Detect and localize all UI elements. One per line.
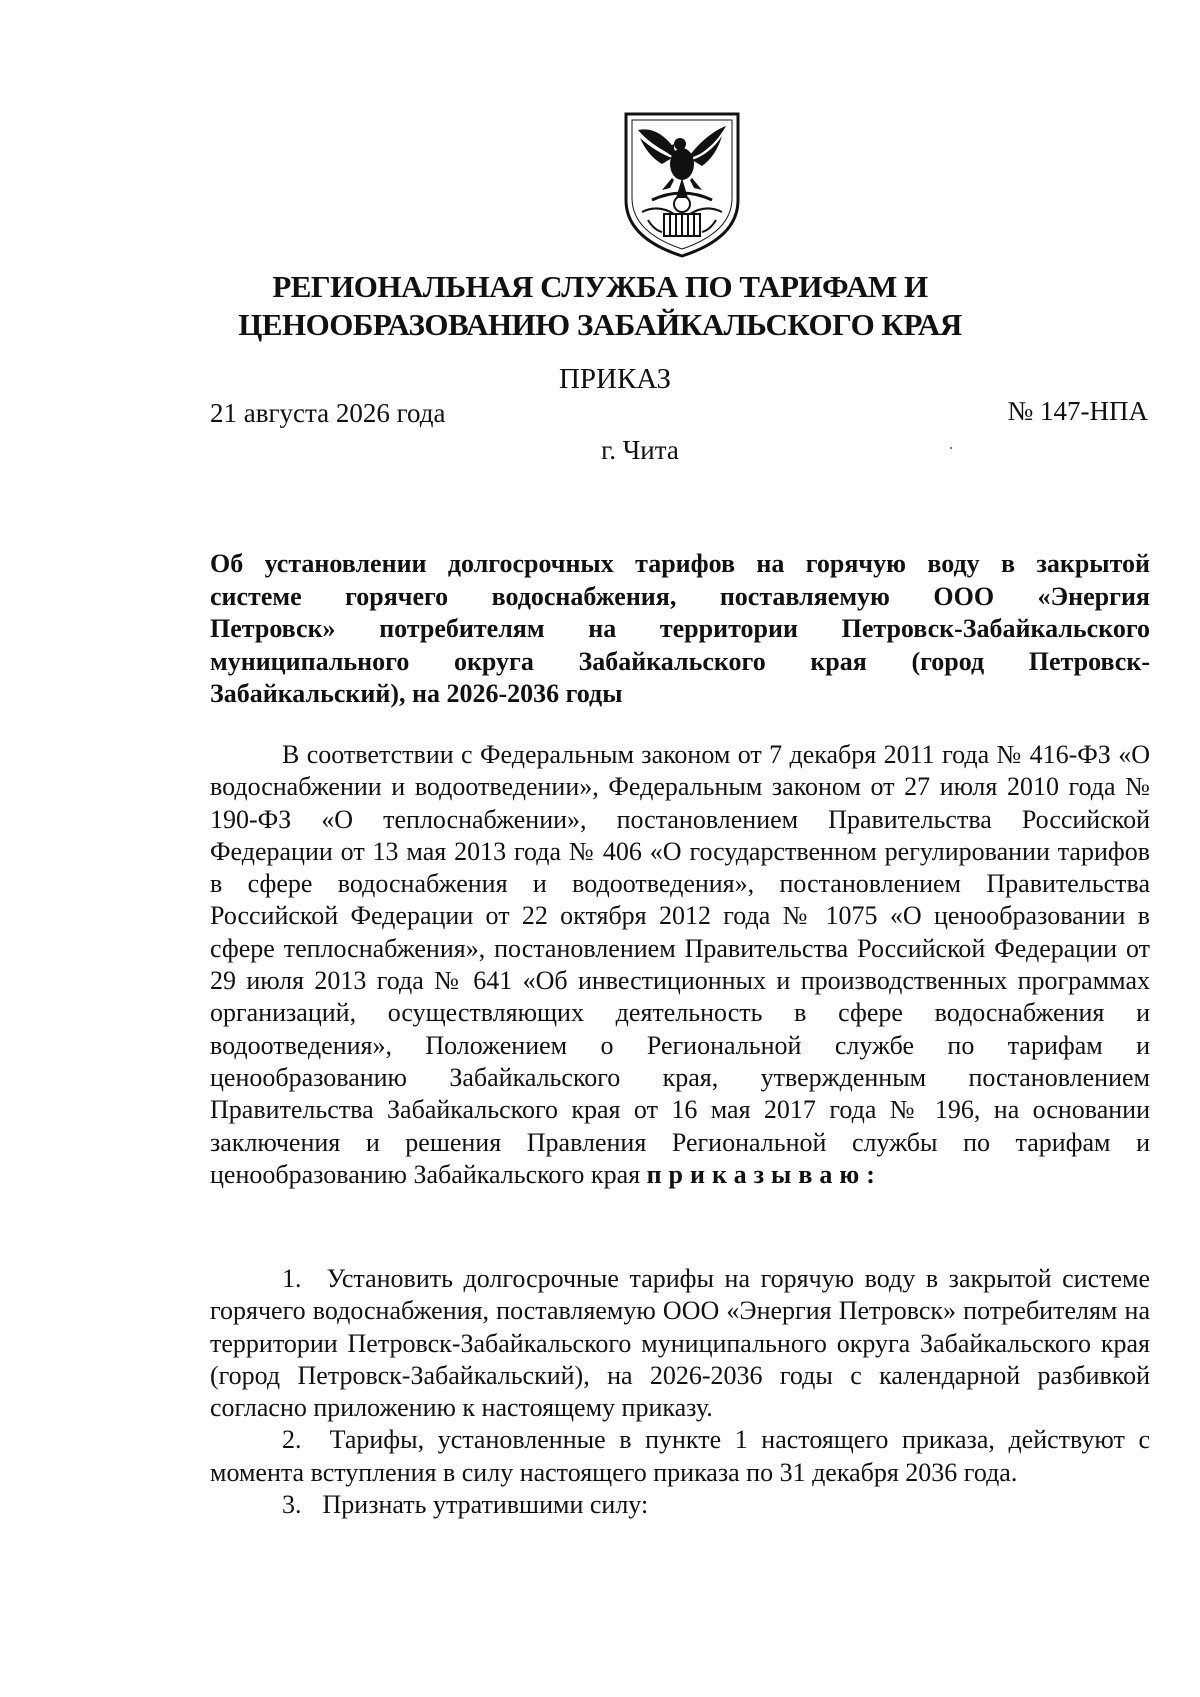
scan-speck xyxy=(950,447,952,449)
order-item xyxy=(210,1263,1150,1424)
subject-line: системе горячего водоснабжения, поставляемую ООО «Энергия xyxy=(210,581,1150,611)
subject-line: муниципального округа Забайкальского края (город Петровск- xyxy=(210,646,1150,676)
subject-line: Об установлении долгосрочных тарифов на горячую воду в закрытой xyxy=(210,549,1150,578)
order-city: г. Чита xyxy=(601,435,679,465)
preamble-paragraph xyxy=(210,739,1150,1191)
organization-title-line-1: РЕГИОНАЛЬНАЯ СЛУЖБА ПО ТАРИФАМ И xyxy=(272,269,928,304)
item-number: 3. xyxy=(282,1490,302,1520)
item-number: 2. xyxy=(282,1425,302,1455)
order-item xyxy=(210,1424,1150,1489)
order-item xyxy=(210,1489,1150,1521)
document-type: ПРИКАЗ xyxy=(558,363,672,395)
item-number: 1. xyxy=(282,1264,302,1293)
order-verb: приказываю: xyxy=(646,1159,882,1189)
order-number: № 147-НПА xyxy=(1007,396,1148,426)
subject-line: Забайкальский), на 2026-2036 годы xyxy=(210,679,623,708)
preamble xyxy=(210,739,1150,1191)
preamble-text: В соответствии с Федеральным законом от 7 декабря 2011 года № 416-ФЗ «О водоснабжении и водоотведении», Федеральным законом от 27 июля 2010 года № 190-ФЗ «О теплоснабжении», постановлением Правительства Российской Федерации от 13 мая 2013 года № 406 «О государственном регулировании тарифов в сфере водоснабжения и водоотведения», постановлением Правительства Российской Федерации от 22 октября 2012 года № 1075 «О ценообразовании в сфере теплоснабжения», постановлением Правительства Российской Федерации от 29 июля 2013 года № 641 «Об инвестиционных и производственных программах организаций, осуществляющих деятельность в сфере водоснабжения и водоотведения», Положением о Региональной службе по тарифам и ценообразованию Забайкальского края, утвержденным постановлением Правительства Забайкальского края от 16 мая 2017 года № 196, на основании заключения и решения Правления Региональной службы по тарифам и ценообразованию Забайкальского края xyxy=(210,740,1150,1189)
item-text: Установить долгосрочные тарифы на горячую воду в закрытой системе горячего водоснабжения, поставляемую ООО «Энергия Петровск» потребителям на территории Петровск-Забайкальского муниципального округа Забайкальского края (город Петровск-Забайкальский), на 2026-2036 годы с календарной разбивкой согласно приложению к настоящему приказу. xyxy=(210,1264,1151,1423)
order-subject xyxy=(210,548,1150,711)
subject-line: Петровск» потребителям на территории Петровск-Забайкальского xyxy=(210,614,1150,643)
item-text: Тарифы, установленные в пункте 1 настоящего приказа, действуют с момента вступления в силу настоящего приказа по 31 декабря 2036 года. xyxy=(210,1425,1151,1487)
item-text: Признать утратившими силу: xyxy=(322,1490,649,1520)
organization-title xyxy=(150,268,1050,344)
order-date: 21 августа 2026 года xyxy=(210,398,446,428)
organization-title-line-2: ЦЕНООБРАЗОВАНИЮ ЗАБАЙКАЛЬСКОГО КРАЯ xyxy=(238,307,962,342)
coat-of-arms-icon xyxy=(618,108,746,260)
order-items xyxy=(210,1263,1150,1521)
